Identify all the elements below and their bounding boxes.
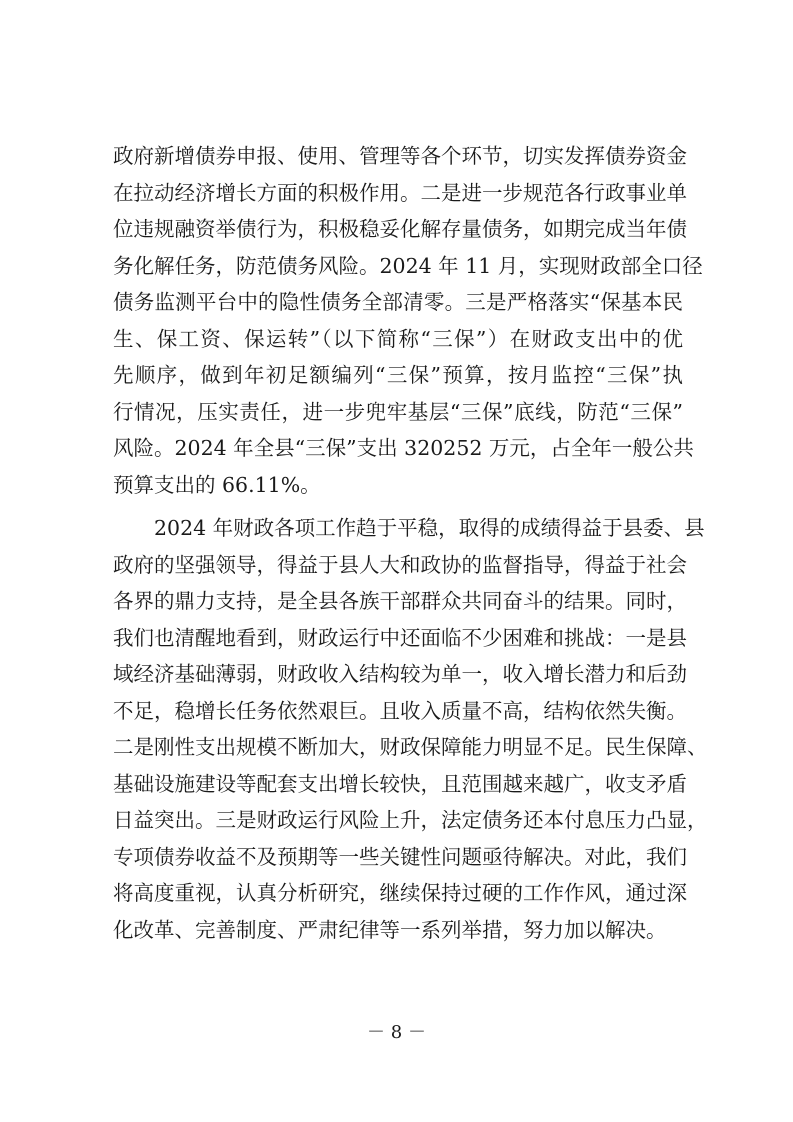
document-body <box>113 141 708 951</box>
text-line: 务化解任务，防范债务风险。2024 年 11 月，实现财政部全口径 <box>113 253 703 278</box>
text-line: 不足，稳增长任务依然艰巨。且收入质量不高，结构依然失衡。 <box>113 698 687 723</box>
text-line: 化改革、完善制度、严肃纪律等一系列举措，努力加以解决。 <box>113 917 667 942</box>
text-line: 位违规融资举债行为，积极稳妥化解存量债务，如期完成当年债 <box>113 217 687 241</box>
text-line: 政府新增债券申报、使用、管理等各个环节，切实发挥债券资金 <box>113 144 687 168</box>
text-line: 行情况，压实责任，进一步兜牢基层“三保”底线，防范“三保” <box>113 399 683 424</box>
text-line: 各界的鼎力支持，是全县各族干部群众共同奋斗的结果。同时， <box>113 589 687 613</box>
paragraph-debt-management <box>113 141 703 500</box>
text-line: 在拉动经济增长方面的积极作用。二是进一步规范各行政事业单 <box>113 180 687 205</box>
text-line: 二是刚性支出规模不断加大，财政保障能力明显不足。民生保障、 <box>113 735 708 759</box>
paragraph-challenges <box>113 513 708 945</box>
text-line: 基础设施建设等配套支出增长较快，且范围越来越广，收支矛盾 <box>113 771 687 796</box>
text-line: 2024 年财政各项工作趋于平稳，取得的成绩得益于县委、县 <box>154 516 705 540</box>
page-number: － 8 － <box>367 1022 426 1043</box>
text-line: 预算支出的 66.11%。 <box>113 472 321 497</box>
text-line: 日益突出。三是财政运行风险上升，法定债务还本付息压力凸显， <box>113 808 708 832</box>
paragraph-gap <box>113 506 683 513</box>
text-line: 将高度重视，认真分析研究，继续保持过硬的工作作风，通过深 <box>113 881 687 905</box>
text-line: 先顺序，做到年初足额编列“三保”预算，按月监控“三保”执 <box>113 363 683 387</box>
text-line: 债务监测平台中的隐性债务全部清零。三是严格落实“保基本民 <box>113 290 683 314</box>
text-line: 生、保工资、保运转”（以下简称“三保”）在财政支出中的优 <box>113 326 683 351</box>
text-line: 域经济基础薄弱，财政收入结构较为单一，收入增长潜力和后劲 <box>113 662 687 686</box>
text-line: 专项债券收益不及预期等一些关键性问题亟待解决。对此，我们 <box>113 844 687 869</box>
text-line: 政府的坚强领导，得益于县人大和政协的监督指导，得益于社会 <box>113 552 687 577</box>
text-line: 风险。2024 年全县“三保”支出 320252 万元，占全年一般公共 <box>113 436 694 460</box>
text-line: 我们也清醒地看到，财政运行中还面临不少困难和挑战：一是县 <box>113 625 687 650</box>
